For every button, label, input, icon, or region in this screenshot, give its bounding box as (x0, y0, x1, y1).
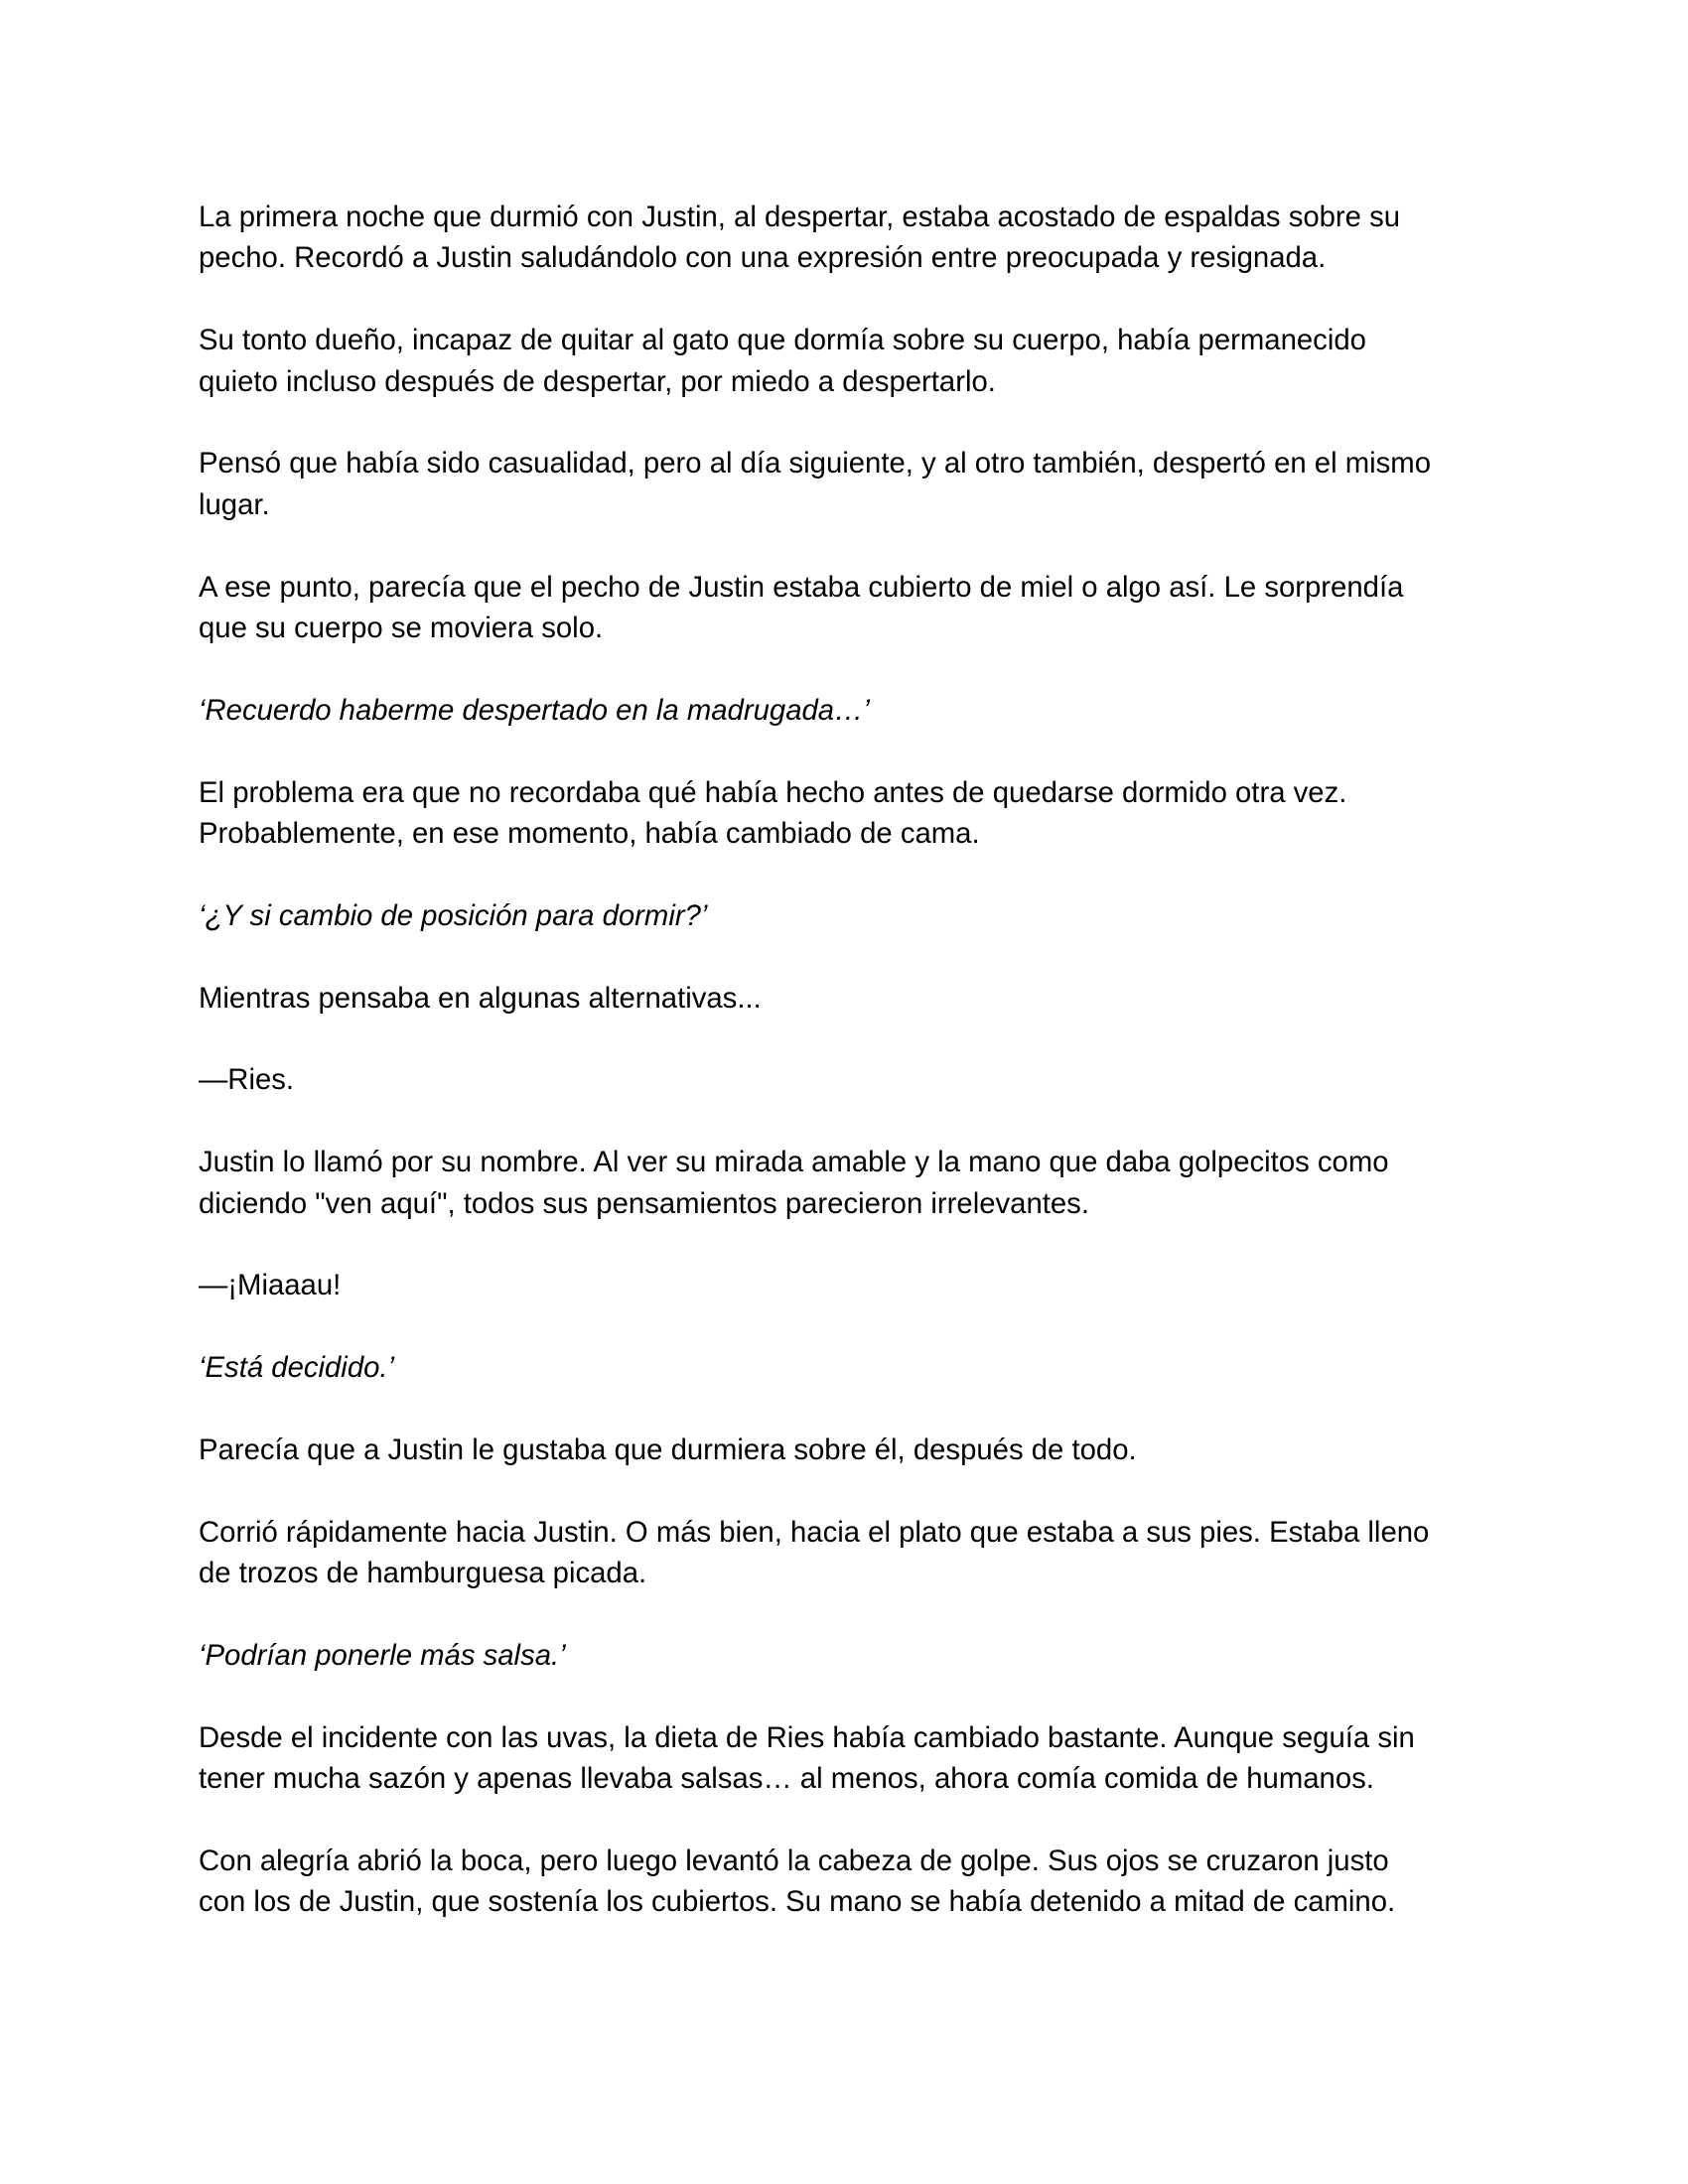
text-line: de trozos de hamburguesa picada. (199, 1557, 647, 1590)
paragraph (199, 320, 1509, 402)
text-line: El problema era que no recordaba qué había hecho antes de quedarse dormido otra vez. (199, 775, 1347, 809)
text-line: A ese punto, parecía que el pecho de Justin estaba cubierto de miel o algo así. Le sorprendía (199, 570, 1404, 604)
text-line: ‘Recuerdo haberme despertado en la madrugada…’ (199, 693, 870, 727)
paragraph (199, 1142, 1509, 1224)
paragraph (199, 1512, 1509, 1594)
text-line: Su tonto dueño, incapaz de quitar al gato que dormía sobre su cuerpo, había permanecido (199, 324, 1366, 357)
paragraph (199, 978, 1509, 1019)
paragraph (199, 1717, 1509, 1800)
paragraph (199, 197, 1509, 279)
document-page (199, 197, 1509, 1964)
text-line: Desde el incidente con las uvas, la dieta de Ries había cambiado bastante. Aunque seguía sin (199, 1720, 1415, 1754)
text-line: Con alegría abrió la boca, pero luego levantó la cabeza de golpe. Sus ojos se cruzaron justo (199, 1844, 1389, 1877)
paragraph (199, 1841, 1509, 1923)
text-line: con los de Justin, que sostenía los cubiertos. Su mano se había detenido a mitad de camino. (199, 1885, 1396, 1919)
text-line: Probablemente, en ese momento, había cambiado de cama. (199, 817, 980, 851)
dialogue-line (199, 1059, 1509, 1100)
paragraph (199, 1430, 1509, 1470)
inner-thought (199, 690, 1509, 731)
text-line: —¡Miaaau! (199, 1269, 342, 1302)
text-line: Mientras pensaba en algunas alternativas... (199, 981, 762, 1015)
text-line: tener mucha sazón y apenas llevaba salsas… al menos, ahora comía comida de humanos. (199, 1762, 1374, 1796)
inner-thought (199, 1347, 1509, 1388)
text-line: ‘Podrían ponerle más salsa.’ (199, 1639, 566, 1672)
text-line: Pensó que había sido casualidad, pero al día siguiente, y al otro también, despertó en el mismo (199, 447, 1431, 480)
text-line: diciendo "ven aquí", todos sus pensamientos parecieron irrelevantes. (199, 1186, 1089, 1220)
text-line: ‘Está decidido.’ (199, 1351, 395, 1385)
text-line: Corrió rápidamente hacia Justin. O más bien, hacia el plato que estaba a sus pies. Estaba lleno (199, 1515, 1430, 1549)
text-line: La primera noche que durmió con Justin, al despertar, estaba acostado de espaldas sobre su (199, 201, 1401, 233)
paragraph (199, 443, 1509, 525)
text-line: que su cuerpo se moviera solo. (199, 612, 604, 645)
text-line: lugar. (199, 487, 270, 521)
text-line: ‘¿Y si cambio de posición para dormir?’ (199, 898, 708, 932)
inner-thought (199, 895, 1509, 936)
text-line: Parecía que a Justin le gustaba que durmiera sobre él, después de todo. (199, 1433, 1137, 1466)
paragraph (199, 567, 1509, 649)
text-line: quieto incluso después de despertar, por miedo a despertarlo. (199, 364, 996, 398)
paragraph (199, 772, 1509, 855)
dialogue-line (199, 1265, 1509, 1305)
text-line: pecho. Recordó a Justin saludándolo con una expresión entre preocupada y resignada. (199, 241, 1327, 275)
inner-thought (199, 1635, 1509, 1676)
text-line: —Ries. (199, 1063, 295, 1097)
text-line: Justin lo llamó por su nombre. Al ver su mirada amable y la mano que daba golpecitos como (199, 1146, 1389, 1179)
